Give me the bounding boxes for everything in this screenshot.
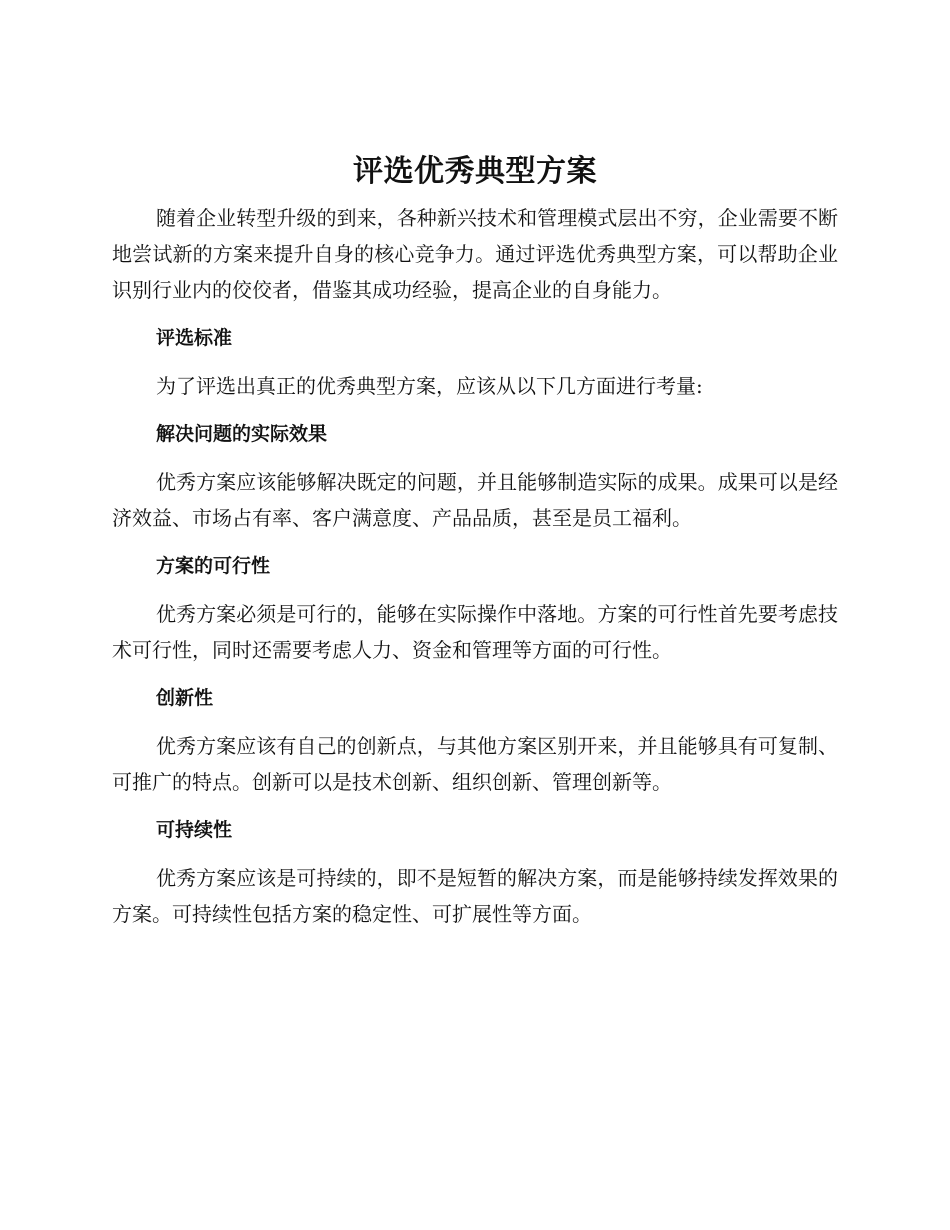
document-title: 评选优秀典型方案 bbox=[353, 154, 597, 189]
criteria-intro-paragraph: 为了评选出真正的优秀典型方案，应该从以下几方面进行考量: bbox=[156, 374, 703, 398]
criteria-heading: 评选标准 bbox=[156, 327, 233, 349]
section-body-sustainability: 优秀方案应该是可持续的，即不是短暂的解决方案，而是能够持续发挥效果的方案。可持续性包括方案的稳定性、可扩展性等方面。 bbox=[112, 866, 838, 926]
section-body-innovation: 优秀方案应该有自己的创新点，与其他方案区别开来，并且能够具有可复制、可推广的特点。创新可以是技术创新、组织创新、管理创新等。 bbox=[112, 734, 838, 794]
section-heading-innovation: 创新性 bbox=[156, 687, 214, 709]
intro-paragraph: 随着企业转型升级的到来，各种新兴技术和管理模式层出不穷，企业需要不断地尝试新的方案来提升自身的核心竞争力。通过评选优秀典型方案，可以帮助企业识别行业内的佼佼者，借鉴其成功经验，提高企业的自身能力。 bbox=[112, 206, 838, 302]
section-heading-effect: 解决问题的实际效果 bbox=[156, 423, 328, 445]
section-heading-feasibility: 方案的可行性 bbox=[156, 555, 271, 577]
section-body-feasibility: 优秀方案必须是可行的，能够在实际操作中落地。方案的可行性首先要考虑技术可行性，同时还需要考虑人力、资金和管理等方面的可行性。 bbox=[112, 602, 838, 662]
section-body-effect: 优秀方案应该能够解决既定的问题，并且能够制造实际的成果。成果可以是经济效益、市场占有率、客户满意度、产品品质，甚至是员工福利。 bbox=[112, 470, 838, 530]
section-heading-sustainability: 可持续性 bbox=[156, 819, 233, 841]
